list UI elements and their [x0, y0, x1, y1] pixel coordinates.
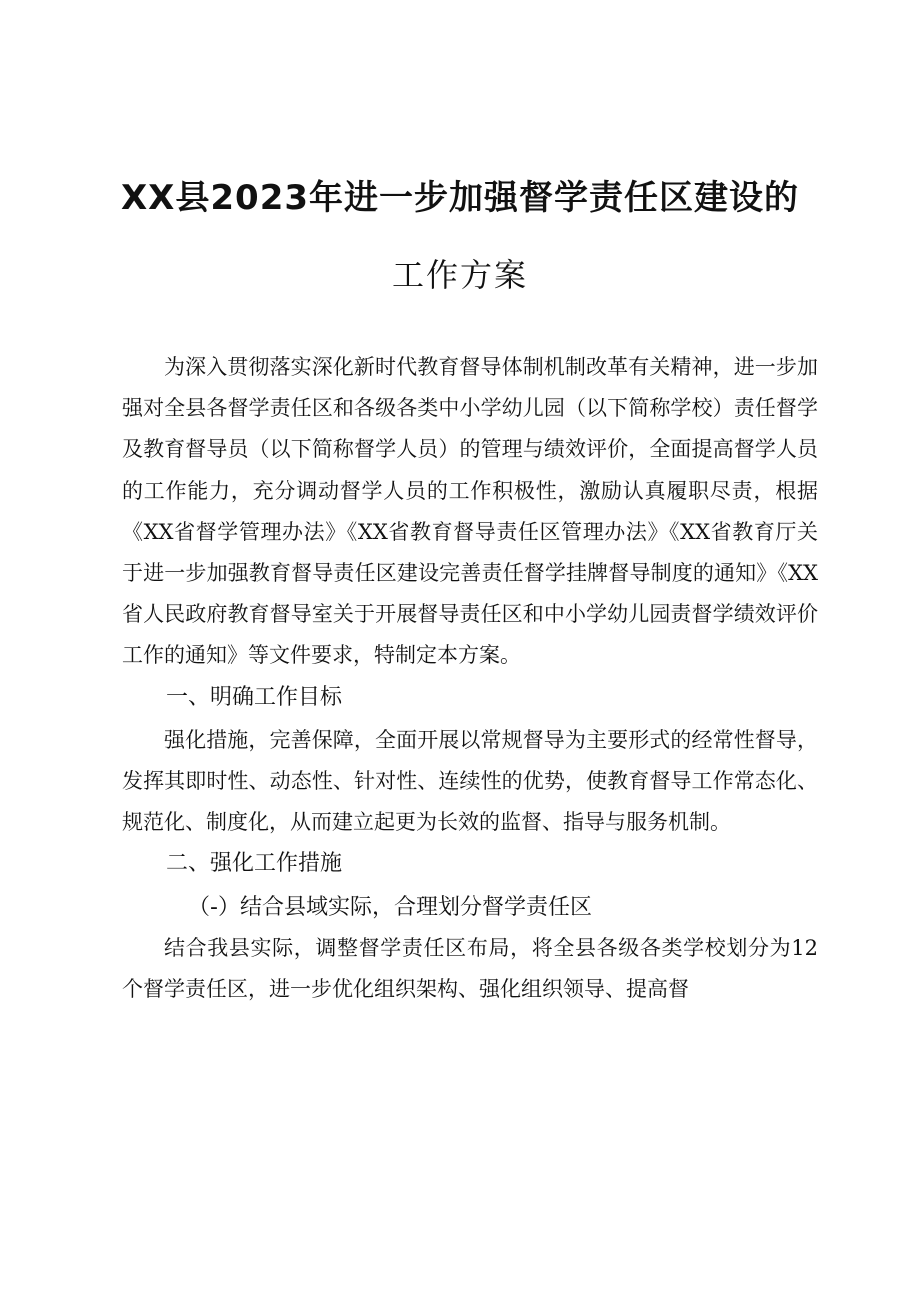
document-title-line2: 工作方案: [391, 256, 528, 294]
intro-paragraph: 为深入贯彻落实深化新时代教育督导体制机制改革有关精神，进一步加强对全县各督学责任区和各级各类中小学幼儿园（以下简称学校）责任督学及教育督导员（以下简称督学人员）的管理与绩效评价，全面提高督学人员的工作能力，充分调动督学人员的工作积极性，激励认真履职尽责，根据《XX省督学管理办法》《XX省教育督导责任区管理办法》《XX省教育厅关于进一步加强教育督导责任区建设完善责任督学挂牌督导制度的通知》《XX省人民政府教育督导室关于开展督导责任区和中小学幼儿园责督学绩效评价工作的通知》等文件要求，特制定本方案。: [122, 355, 818, 668]
section2-heading: 二、强化工作措施: [166, 851, 343, 877]
document-body: [122, 347, 818, 1010]
section1-heading: 一、明确工作目标: [166, 684, 343, 710]
section2-sub1-paragraph: 结合我县实际，调整督学责任区布局，将全县各级各类学校划分为12个督学责任区，进一步优化组织架构、强化组织领导、提高督: [122, 935, 818, 1002]
section2-subheading-1: （-）结合县域实际，合理划分督学责任区: [188, 894, 592, 920]
section1-paragraph: 强化措施，完善保障，全面开展以常规督导为主要形式的经常性督导，发挥其即时性、动态性、针对性、连续性的优势，使教育督导工作常态化、规范化、制度化，从而建立起更为长效的监督、指导与服务机制。: [122, 727, 818, 835]
document-title-line1: XX县2023年进一步加强督学责任区建设的: [120, 178, 800, 218]
